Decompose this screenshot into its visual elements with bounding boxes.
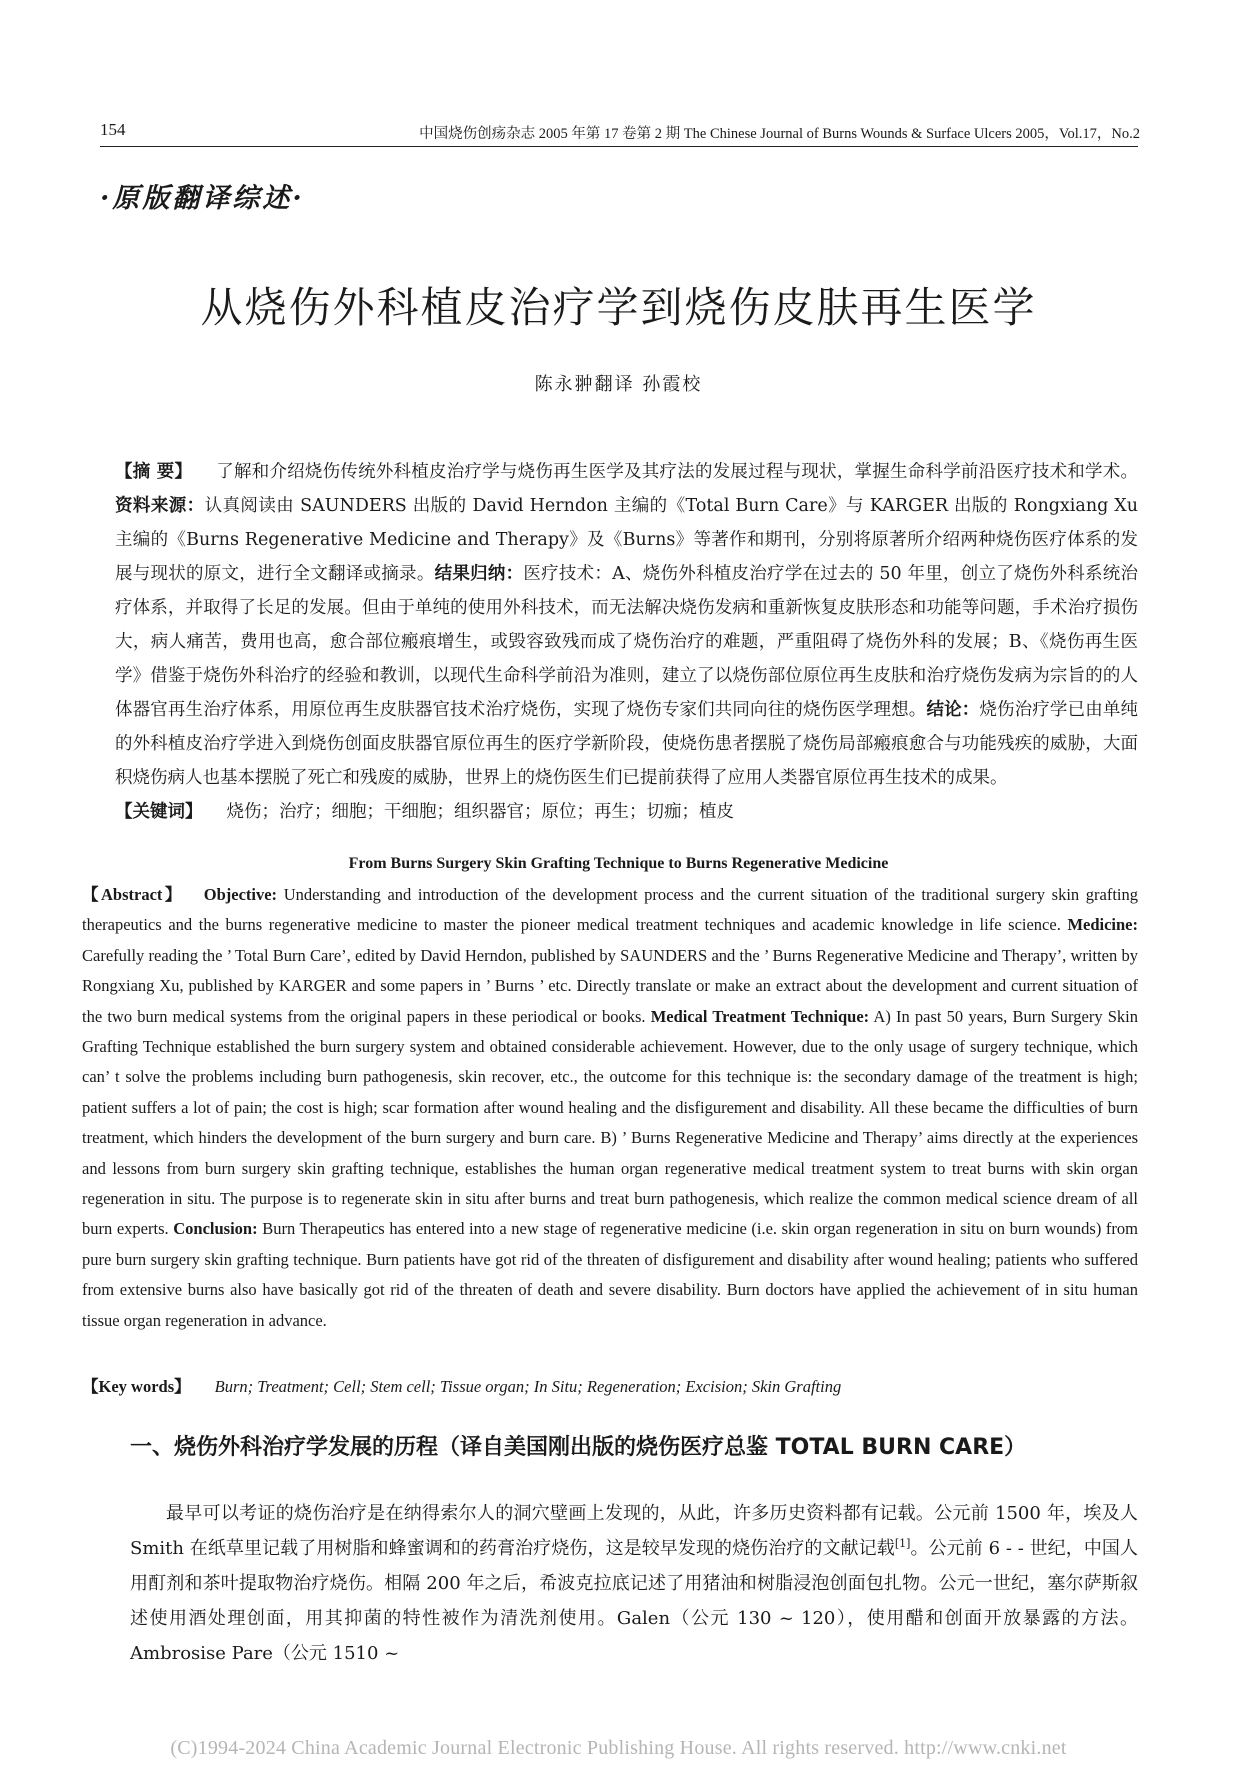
results-text: 医疗技术：A、烧伤外科植皮治疗学在过去的 50 年里，创立了烧伤外科系统治疗体系，并取得了长足的发展。但由于单纯的使用外科技术，而无法解决烧伤发病和重新恢复皮肤形态和功能等问题，手术治疗损伤大，病人痛苦，费用也高，愈合部位瘢痕增生，或毁容致残而成了烧伤治疗的难题，严重阻碍了烧伤外科的发展；B、《烧伤再生医学》借鉴于烧伤外科治疗的经验和教训，以现代生命科学前沿为准则，建立了以烧伤部位原位再生皮肤和治疗烧伤发病为宗旨的的人体器官再生治疗体系，用原位再生皮肤器官技术治疗烧伤，实现了烧伤专家们共同向往的烧伤医学理想。 [115, 564, 1139, 720]
running-header: 中国烧伤创疡杂志 2005 年第 17 卷第 2 期 The Chinese Journal of Burns Wounds & Surface Ulcers 2005，Vol.17，No.2 [419, 126, 1140, 142]
en-keywords-text: Burn; Treatment; Cell; Stem cell; Tissue organ; In Situ; Regeneration; Excision; Skin Grafting [214, 1377, 842, 1396]
keywords-text: 烧伤；治疗；细胞；干细胞；组织器官；原位；再生；切痂；植皮 [226, 802, 734, 822]
english-title: From Burns Surgery Skin Grafting Technique to Burns Regenerative Medicine [348, 855, 889, 872]
results-label: 结果归纳： [434, 564, 524, 584]
keywords-label: 【关键词】 [115, 802, 203, 822]
chinese-keywords [115, 795, 1138, 829]
medicine-label: Medicine: [1067, 915, 1138, 935]
body-paragraph-part2: 。公元前 6 - - 世纪，中国人用酊剂和茶叶提取物治疗烧伤。相隔 200 年之后，希波克拉底记述了用猪油和树脂浸泡创面包扎物。公元一世纪，塞尔萨斯叙述使用酒处理创面，用其抑菌的特性被作为清洗剂使用。Galen（公元 130 ~ 120），使用醋和创面开放暴露的方法。Ambrosise Pare（公元 1510 ~ [130, 1538, 1138, 1664]
technique-text: A) In past 50 years, Burn Surgery Skin Grafting Technique established the burn surgery system and obtained considerable achievement. However, due to the only usage of surgery technique, which can’ t solve the problems including burn pathogenesis, skin recover, etc., the outcome for this technique is: the secondary damage of the treatment is high; patient suffers a lot of pain; the cost is high; scar formation after wound healing and the disfigurement and disability. All these became the difficulties of burn treatment, which hinders the development of the burn surgery and burn care. B) ’ Burns Regenerative Medicine and Therapy’ aims directly at the experiences and lessons from burn surgery skin grafting technique, establishes the human organ regenerative medical treatment system to treat burns with skin organ regeneration in situ. The purpose is to regenerate skin in situ after burns and treat burn pathogenesis, which realize the common medical science dream of all burn experts. [82, 1006, 1139, 1239]
en-conclusion-label: Conclusion: [173, 1219, 258, 1239]
en-keywords-label: 【Key words】 [82, 1377, 191, 1396]
english-keywords [82, 1372, 1138, 1402]
authors: 陈永翀翻译 孙霞校 [534, 374, 703, 395]
section-tag: ·原版翻译综述· [100, 183, 305, 214]
medicine-text: Carefully reading the ’ Total Burn Care’, edited by David Herndon, published by SAUNDERS and the ’ Burns Regenerative Medicine and Therapy’, written by Rongxiang Xu, published by KARGER and some papers in ’ Burns ’ etc. Directly translate or make an extract about the development and current situation of the two burn medical systems from the original papers in these periodical or books. [82, 945, 1138, 1026]
body-paragraph-part1: 最早可以考证的烧伤治疗是在纳得索尔人的洞穴壁画上发现的，从此，许多历史资料都有记载。公元前 1500 年，埃及人 Smith 在纸草里记载了用树脂和蜂蜜调和的药膏治疗烧伤，这是较早发现的烧伤治疗的文献记载 [130, 1503, 1138, 1559]
en-abstract-label: 【Abstract】 [82, 885, 184, 904]
objective-text: Understanding and introduction of the development process and the current situation of the traditional surgery skin grafting therapeutics and the burns regenerative medicine to master the pioneer medical treatment techniques and academic knowledge in life science. [82, 885, 1139, 935]
en-conclusion-text: Burn Therapeutics has entered into a new stage of regenerative medicine (i.e. skin organ regeneration in situ on burn wounds) from pure burn surgery skin grafting technique. Burn patients have got rid of the threaten of disfigurement and disability after wound healing; patients who suffered from extensive burns also have basically got rid of the threaten of death and severe disability. Burn doctors have applied the achievement of in situ human tissue organ regeneration in advance. [82, 1219, 1138, 1330]
abstract-intro: 了解和介绍烧伤传统外科植皮治疗学与烧伤再生医学及其疗法的发展过程与现状，掌握生命科学前沿医疗技术和学术。 [216, 462, 1138, 482]
section-heading: 一、烧伤外科治疗学发展的历程（译自美国刚出版的烧伤医疗总鉴 TOTAL BURN CARE） [130, 1435, 1027, 1460]
objective-label: Objective: [203, 885, 278, 904]
source-text: 认真阅读由 SAUNDERS 出版的 David Herndon 主编的《Total Burn Care》与 KARGER 出版的 Rongxiang Xu 主编的《Burns Regenerative Medicine and Therapy》及《Burns》等著作和期刊，分别将原著所介绍两种烧伤医疗体系的发展与现状的原文，进行全文翻译或摘录。 [115, 496, 1138, 584]
abstract-label: 【摘 要】 [115, 462, 193, 482]
article-title: 从烧伤外科植皮治疗学到烧伤皮肤再生医学 [200, 283, 1037, 332]
conclusion-label: 结论： [926, 700, 980, 720]
copyright-footer: (C)1994-2024 China Academic Journal Electronic Publishing House. All rights reserved. http://www.cnki.net [170, 1737, 1067, 1759]
citation-ref[interactable]: [1] [894, 1537, 911, 1550]
body-text [130, 1496, 1138, 1671]
chinese-abstract [115, 455, 1138, 829]
page-number: 154 [100, 120, 126, 139]
header-divider [100, 146, 1138, 147]
english-abstract [82, 880, 1138, 1336]
conclusion-text: 烧伤治疗学已由单纯的外科植皮治疗学进入到烧伤创面皮肤器官原位再生的医疗学新阶段，使烧伤患者摆脱了烧伤局部瘢痕愈合与功能残疾的威胁，大面积烧伤病人也基本摆脱了死亡和残废的威胁，世界上的烧伤医生们已提前获得了应用人类器官原位再生技术的成果。 [115, 700, 1138, 788]
source-label: 资料来源： [115, 496, 205, 516]
technique-label: Medical Treatment Technique: [650, 1006, 870, 1026]
